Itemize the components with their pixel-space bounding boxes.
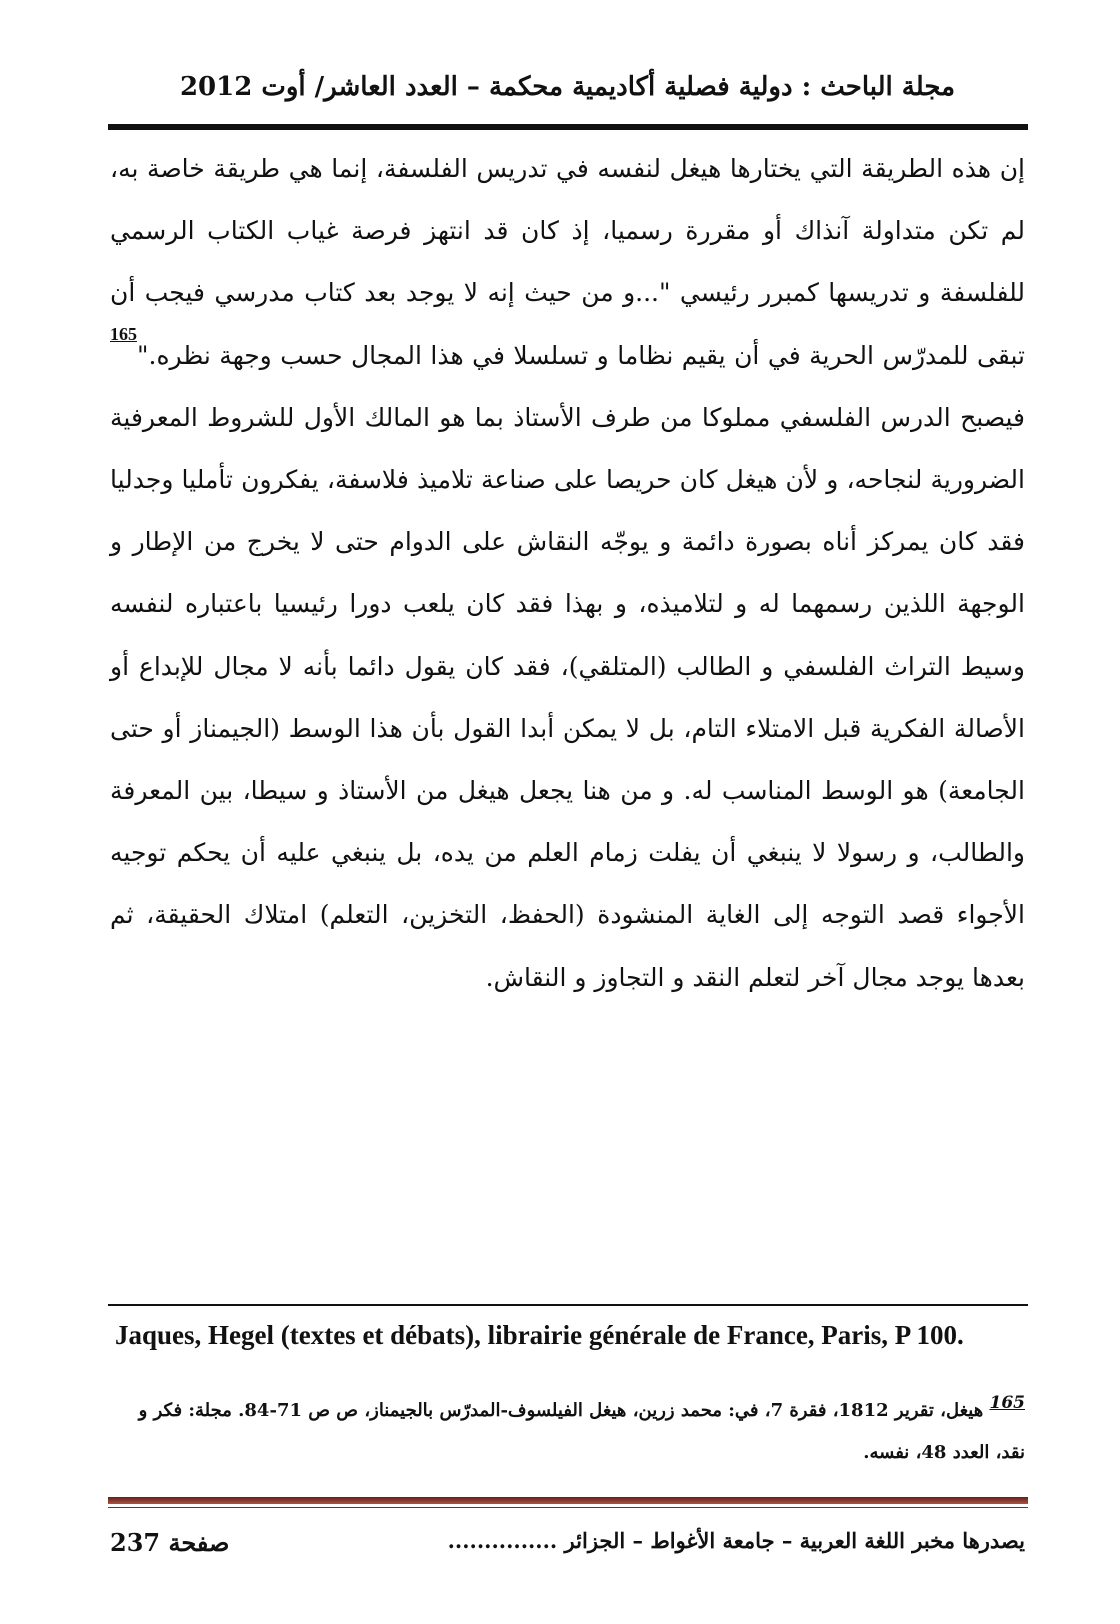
paragraph-text-part1: إن هذه الطريقة التي يختارها هيغل لنفسه في تدريس الفلسفة، إنما هي طريقة خاصة به، لم تكن متداولة آنذاك أو مقررة رسميا، إذ كان قد انتهز فرصة غياب الكتاب الرسمي للفلسفة و تدريسها كمبرر رئيسي "...و من حيث إنه لا يوجد بعد كتاب مدرسي فيجب أن تبقى للمدرّس الحرية في أن يقيم نظاما و تسلسلا في هذا المجال حسب وجهة نظره." [110,154,1025,370]
footnote-rule [108,1304,1028,1306]
journal-header [110,72,1025,112]
footnote-number: 165 [989,1393,1025,1413]
footer-publisher: يصدرها مخبر اللغة العربية – جامعة الأغواط – الجزائر ............... [447,1528,1025,1553]
footnote-latin-citation: Jaques, Hegel (textes et débats), librairie générale de France, Paris, P 100. [115,1320,964,1350]
paragraph-text-part2: فيصبح الدرس الفلسفي مملوكا من طرف الأستاذ بما هو المالك الأول للشروط المعرفية الضرورية لنجاحه، و لأن هيغل كان حريصا على صناعة تلاميذ فلاسفة، يفكرون تأمليا وجدليا فقد كان يمركز أناه بصورة دائمة و يوجّه النقاش على الدوام حتى لا يخرج من الإطار و الوجهة اللذين رسمهما له و لتلاميذه، و بهذا فقد كان يلعب دورا رئيسيا باعتباره لنفسه وسيط التراث الفلسفي و الطالب (المتلقي)، فقد كان يقول دائما بأنه لا مجال للإبداع أو الأصالة الفكرية قبل الامتلاء التام، بل لا يمكن أبدا القول بأن هذا الوسط (الجيمناز أو حتى الجامعة) هو الوسط المناسب له. و من هنا يجعل هيغل من الأستاذ و سيطا، بين المعرفة والطالب، و رسولا لا ينبغي أن يفلت زمام العلم من يده، بل ينبغي عليه أن يحكم توجيه الأجواء قصد التوجه إلى الغاية المنشودة (الحفظ، التخزين، التعلم) امتلاك الحقيقة، ثم بعدها يوجد مجال آخر لتعلم النقد و التجاوز و النقاش. [110,402,1025,992]
header-title: مجلة الباحث : دولية فصلية أكاديمية محكمة – العدد العاشر/ أوت 2012 [179,72,956,102]
header-rule [108,124,1028,130]
page-number: صفحة 237 [110,1528,230,1557]
footer-rule [108,1497,1028,1504]
footnote-arabic-text: هيغل، تقرير 1812، فقرة 7، في: محمد زرين، هيغل الفيلسوف-المدرّس بالجيمناز، ص ص 71-84. مجلة: فكر و نقد، العدد 48، نفسه. [138,1400,1025,1463]
footnote-reference[interactable]: 165 [110,323,137,344]
footnote-arabic-citation [115,1390,1025,1474]
page-footer [110,1528,1025,1568]
footer-rule-thin [108,1507,1028,1508]
main-paragraph [110,138,1025,1009]
